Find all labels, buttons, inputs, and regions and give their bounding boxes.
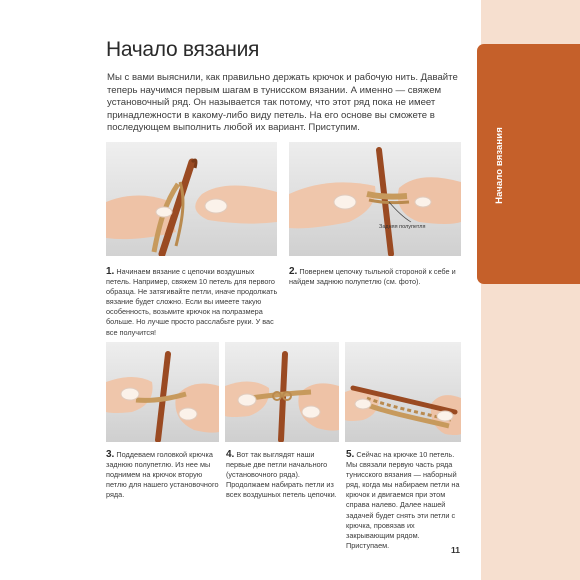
step-number: 5. — [346, 449, 355, 460]
photo-step-1 — [106, 142, 277, 256]
chapter-tab-text: Начало вязания — [493, 126, 505, 204]
step-text: Поддеваем головкой крючка заднюю полупетлю. Из нее мы поднимем на крючок вторую петлю для нашего установочного ряда. — [106, 450, 219, 500]
step-text: Начинаем вязание с цепочки воздушных петель. Например, свяжем 10 петель для первого образца. Не затягивайте петли, иначе продолжать вязание будет сложно. Если вы имеете такую особенность, возьмите крючок на полразмера больше. Но лучше просто расслабьте руки. У вас все получится! — [106, 267, 278, 337]
photo-step-5 — [345, 342, 461, 442]
page-number: 11 — [451, 545, 460, 555]
photo-step-2 — [289, 142, 461, 256]
step-number: 1. — [106, 266, 115, 277]
step-text: Сейчас на крючке 10 петель. Мы связали первую часть ряда тунисского вязания — наборный ряд, когда мы набираем петли на крючок и двигаемся при этом справа налево. Далее нашей задачей будет снять эти петли с крючка, провязав их закрывающим рядом. Приступаем. — [346, 450, 460, 550]
step-text: Повернем цепочку тыльной стороной к себе и найдем заднюю полупетлю (см. фото). — [289, 267, 456, 287]
step-4-caption — [226, 450, 340, 500]
step-number: 4. — [226, 449, 235, 460]
photo-step-4 — [225, 342, 339, 442]
page-title: Начало вязания — [106, 38, 260, 61]
step-1-caption — [106, 267, 280, 338]
step-number: 2. — [289, 266, 298, 277]
step-5-caption — [346, 450, 462, 551]
step-text: Вот так выглядят наши первые две петли начального (установочного ряда). Продолжаем набирать петли из всех воздушных петель цепочки. — [226, 450, 337, 500]
photo-step-3 — [106, 342, 219, 442]
chapter-tab-label — [487, 126, 511, 204]
step-2-caption — [289, 267, 463, 287]
photo-callout-label: Задняя полупетля — [379, 224, 426, 230]
step-number: 3. — [106, 449, 115, 460]
step-3-caption — [106, 450, 220, 500]
intro-paragraph: Мы с вами выяснили, как правильно держать крючок и рабочую нить. Давайте теперь научимся первым шагам в тунисском вязании. А именно — свяжем установочный ряд. Он называется так потому, что этот ряд пока не имеет принадлежности в какому-либо виду петель. На его основе вы сможете в последующем выполнить любой их вариант. Приступим. — [107, 72, 458, 134]
